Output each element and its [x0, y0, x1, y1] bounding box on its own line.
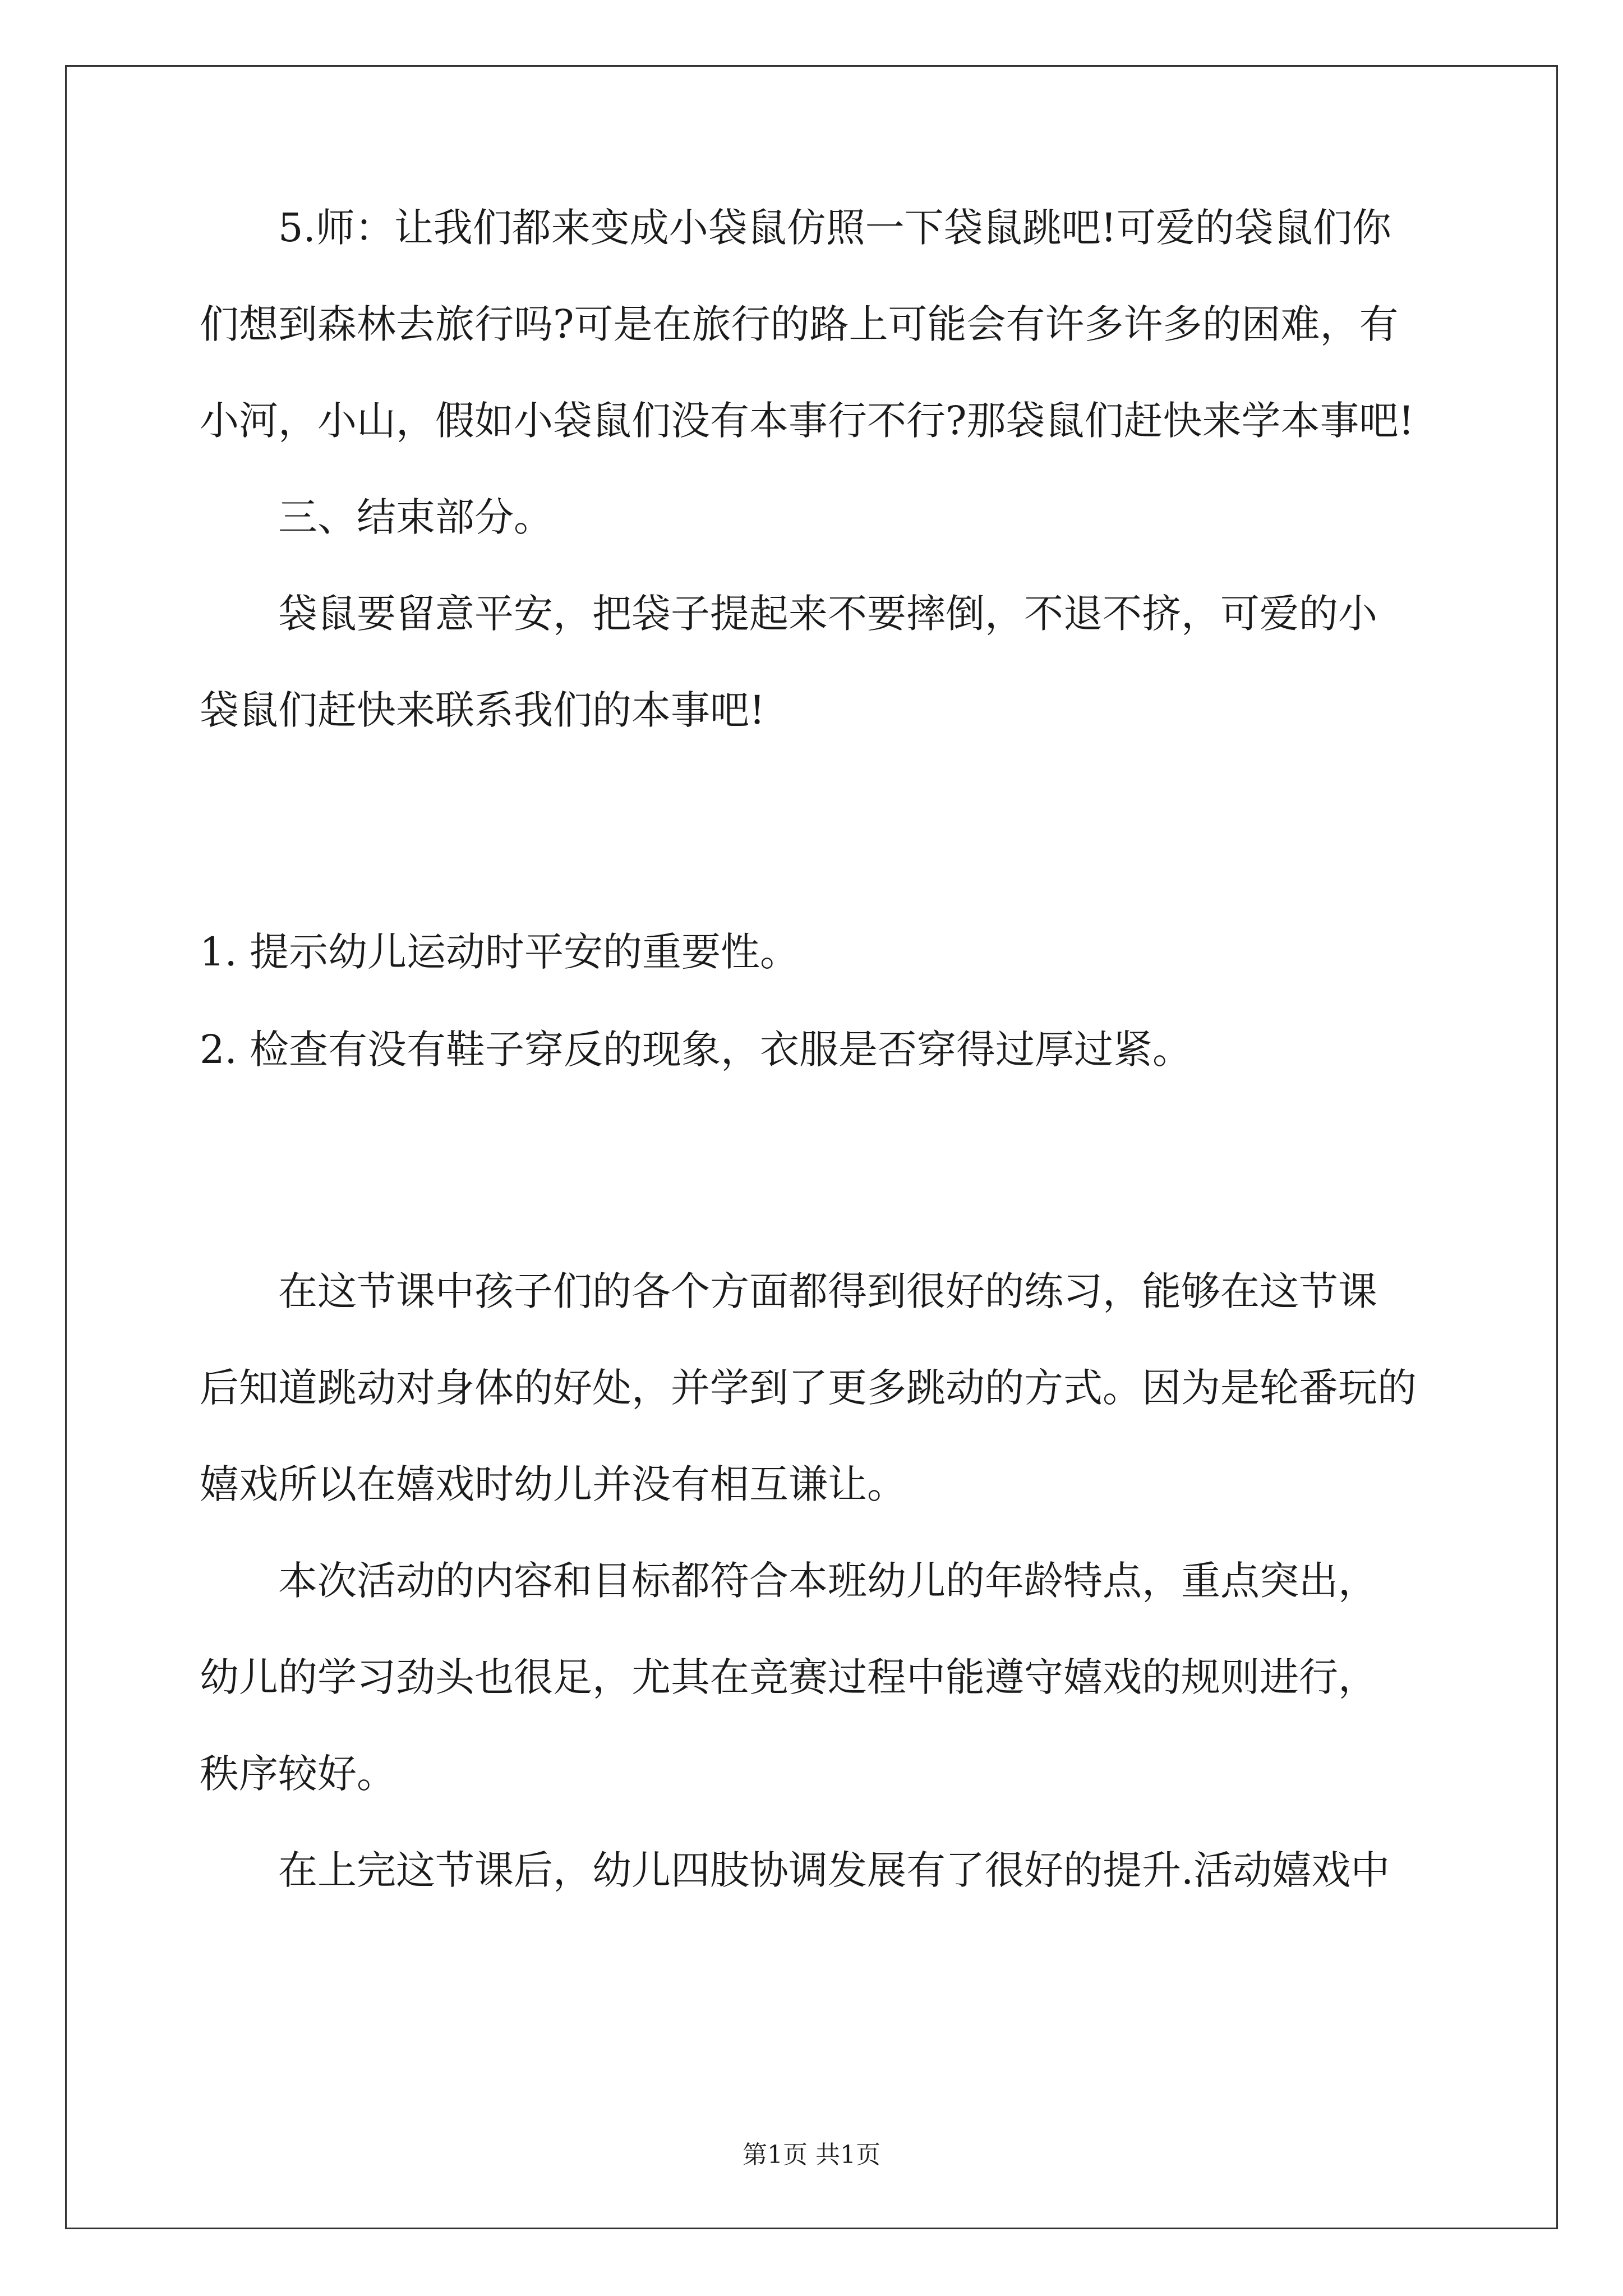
- paragraph-line: 幼儿的学习劲头也很足，尤其在竞赛过程中能遵守嬉戏的规则进行，: [200, 1654, 1377, 1700]
- paragraph-line: 们想到森林去旅行吗?可是在旅行的路上可能会有许多许多的困难，有: [200, 301, 1399, 347]
- list-item: 2. 检查有没有鞋子穿反的现象，衣服是否穿得过厚过紧。: [200, 1027, 1192, 1073]
- paragraph-line: 5.师：让我们都来变成小袋鼠仿照一下袋鼠跳吧!可爱的袋鼠们你: [278, 205, 1391, 251]
- section-heading: 三、结束部分。: [278, 494, 553, 540]
- paragraph-line: 袋鼠们赶快来联系我们的本事吧!: [200, 687, 766, 733]
- paragraph-line: 小河，小山，假如小袋鼠们没有本事行不行?那袋鼠们赶快来学本事吧!: [200, 398, 1414, 444]
- paragraph-line: 后知道跳动对身体的好处，并学到了更多跳动的方式。因为是轮番玩的: [200, 1365, 1417, 1411]
- page-border: [65, 65, 1558, 2229]
- paragraph-line: 本次活动的内容和目标都符合本班幼儿的年龄特点，重点突出，: [278, 1558, 1377, 1604]
- paragraph-line: 在上完这节课后，幼儿四肢协调发展有了很好的提升.活动嬉戏中: [278, 1847, 1390, 1893]
- paragraph-line: 秩序较好。: [200, 1751, 396, 1797]
- paragraph-line: 在这节课中孩子们的各个方面都得到很好的练习，能够在这节课: [278, 1268, 1377, 1314]
- page-footer: 第1页 共1页: [743, 2141, 880, 2169]
- paragraph-line: 嬉戏所以在嬉戏时幼儿并没有相互谦让。: [200, 1461, 906, 1507]
- paragraph-line: 袋鼠要留意平安，把袋子提起来不要摔倒，不退不挤，可爱的小: [278, 591, 1377, 637]
- list-item: 1. 提示幼儿运动时平安的重要性。: [200, 929, 800, 975]
